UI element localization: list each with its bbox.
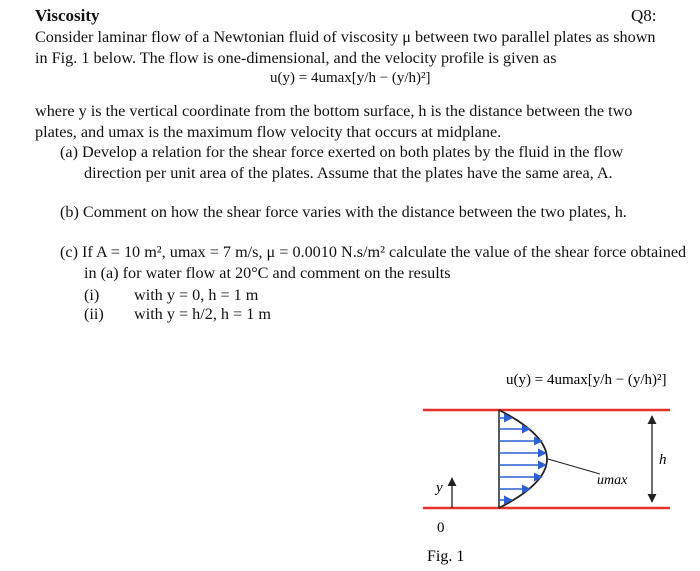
y-axis-label: y — [436, 480, 443, 496]
section-title: Viscosity — [35, 6, 100, 25]
part-c-line-2: in (a) for water flow at 20°C and comment on the results — [84, 264, 451, 282]
h-label: h — [659, 452, 667, 468]
case-i-text: with y = 0, h = 1 m — [134, 286, 259, 304]
case-i-label: (i) — [84, 286, 100, 304]
umax-label: umax — [597, 473, 628, 488]
origin-label: 0 — [437, 520, 445, 536]
velocity-profile-curve — [499, 410, 547, 508]
case-ii-text: with y = h/2, h = 1 m — [134, 305, 271, 323]
velocity-arrows — [499, 418, 546, 500]
figure-equation: u(y) = 4umax[y/h − (y/h)²] — [506, 372, 667, 388]
description-line-1: where y is the vertical coordinate from the bottom surface, h is the distance between the two — [35, 102, 633, 120]
umax-leader-line — [548, 459, 600, 474]
velocity-equation: u(y) = 4umax[y/h − (y/h)²] — [270, 70, 431, 86]
case-ii-label: (ii) — [84, 305, 104, 323]
figure-caption: Fig. 1 — [427, 548, 465, 565]
part-b-line-1: (b) Comment on how the shear force varies with the distance between the two plates, h. — [60, 203, 627, 221]
part-a-line-2: direction per unit area of the plates. Assume that the plates have the same area, A. — [84, 164, 613, 182]
intro-line-1: Consider laminar flow of a Newtonian fluid of viscosity μ between two parallel plates as shown — [35, 28, 656, 46]
intro-line-2: in Fig. 1 below. The flow is one-dimensional, and the velocity profile is given as — [35, 49, 557, 67]
question-number: Q8: — [631, 6, 657, 25]
part-a-line-1: (a) Develop a relation for the shear force exerted on both plates by the fluid in the flow — [60, 143, 624, 161]
description-line-2: plates, and umax is the maximum flow velocity that occurs at midplane. — [35, 123, 502, 141]
part-c-line-1: (c) If A = 10 m², umax = 7 m/s, μ = 0.0010 N.s/m² calculate the value of the shear force obtained — [60, 243, 687, 261]
